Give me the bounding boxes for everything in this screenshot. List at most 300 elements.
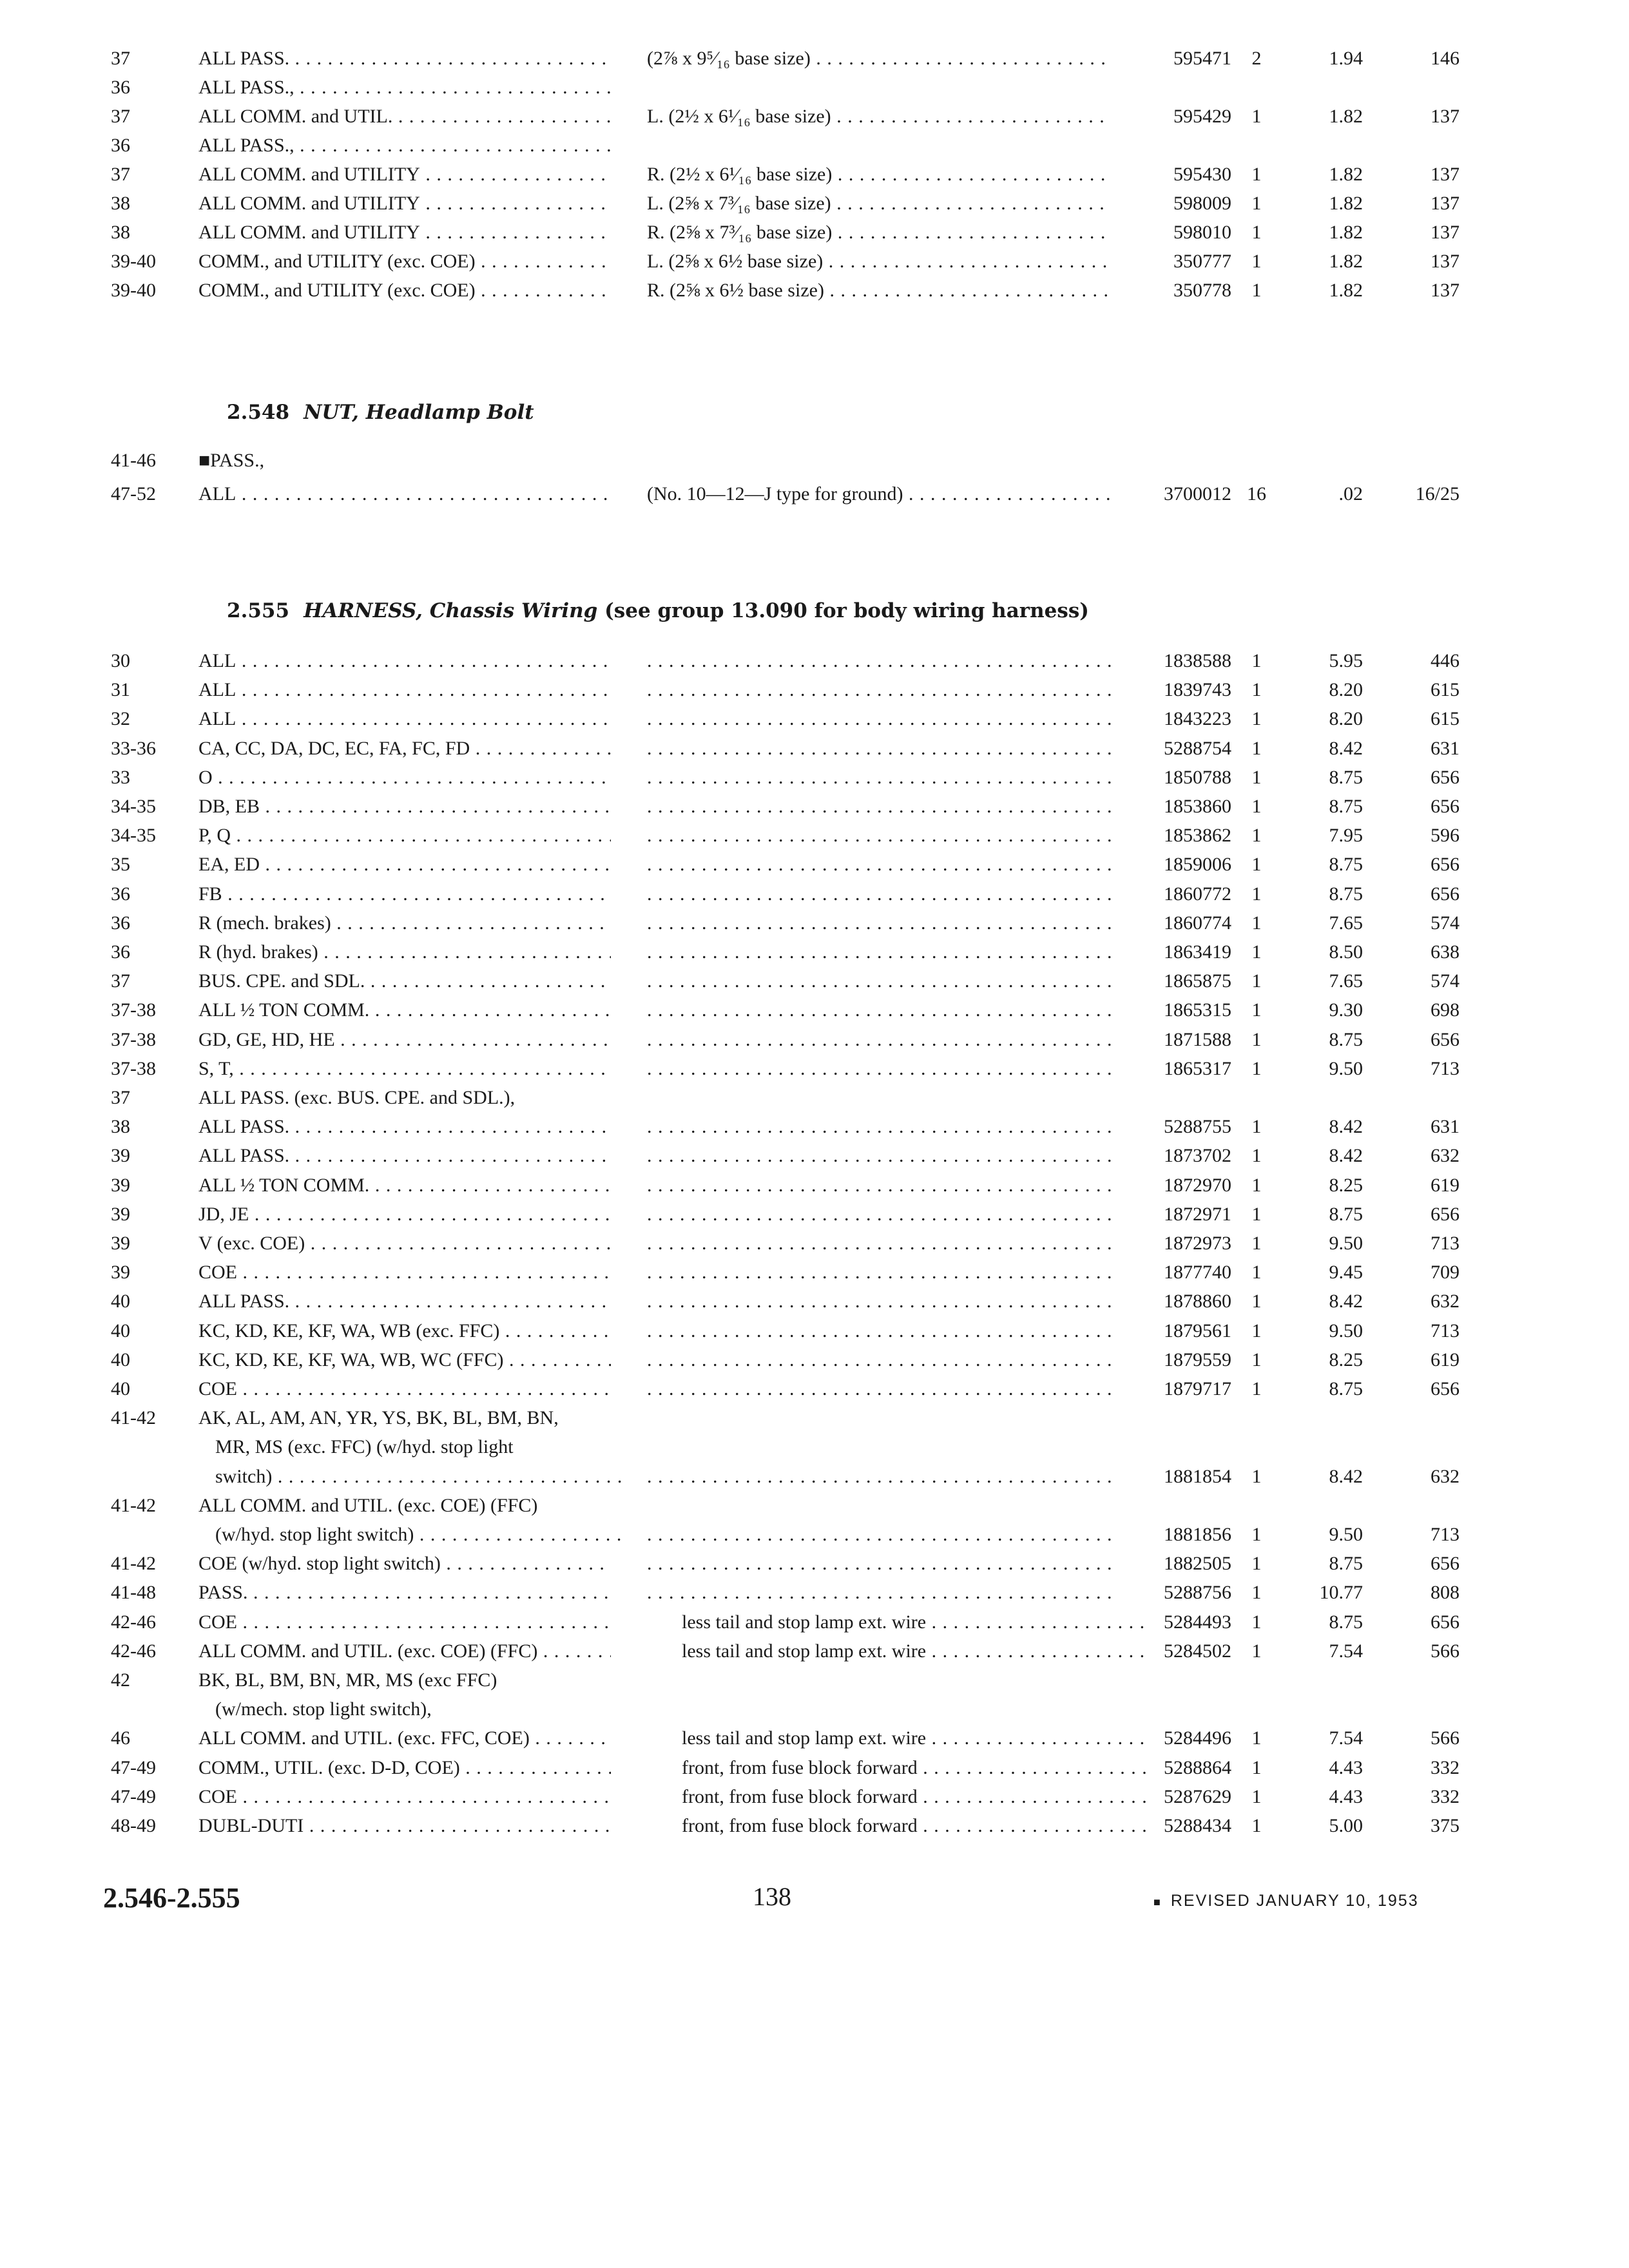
part-number: 1873702	[1164, 1145, 1231, 1167]
model-years: 41-46	[111, 450, 156, 471]
description: front, from fuse block forward . . .	[682, 1753, 1146, 1782]
parts-row	[0, 131, 1629, 160]
description	[647, 1171, 1111, 1200]
description	[647, 1112, 1111, 1141]
list-price: 7.95	[1329, 825, 1363, 847]
list-price: 5.00	[1329, 1815, 1363, 1836]
list-price: 9.50	[1329, 1524, 1363, 1545]
model-years: 33	[111, 766, 130, 788]
part-number: 1881856	[1164, 1524, 1231, 1545]
description	[647, 1578, 1111, 1607]
application: P, Q . . .	[198, 821, 611, 850]
description: L. (2⅝ x 7³⁄₁₆ base size) . . .	[647, 189, 1111, 218]
reference-code: 574	[1431, 970, 1460, 992]
model-years: 37-38	[111, 1028, 156, 1050]
model-years: 38	[111, 222, 130, 243]
quantity: 1	[1251, 1233, 1262, 1254]
quantity: 1	[1251, 1116, 1262, 1138]
model-years: 37-38	[111, 1057, 156, 1079]
section-number: 2.555	[227, 599, 290, 622]
application: ALL COMM. and UTIL. (exc. COE) (FFC) . . .	[198, 1637, 611, 1666]
part-number: 1872970	[1164, 1174, 1231, 1196]
description: less tail and stop lamp ext. wire . . .	[682, 1724, 1146, 1753]
part-number: 5284496	[1164, 1727, 1231, 1749]
list-price: 8.42	[1329, 1465, 1363, 1487]
description	[647, 1374, 1111, 1403]
model-years: 35	[111, 854, 130, 876]
quantity: 1	[1251, 251, 1262, 272]
model-years: 34-35	[111, 796, 156, 817]
model-years: 47-49	[111, 1756, 156, 1778]
reference-code: 631	[1431, 1116, 1460, 1138]
reference-code: 656	[1431, 854, 1460, 876]
parts-row	[0, 763, 1629, 792]
model-years: 37	[111, 164, 130, 185]
reference-code: 615	[1431, 708, 1460, 730]
quantity: 1	[1251, 679, 1262, 701]
description	[647, 1549, 1111, 1578]
application: ALL PASS. . . .	[198, 1141, 611, 1170]
part-number: 1881854	[1164, 1465, 1231, 1487]
part-number: 1865317	[1164, 1057, 1231, 1079]
description	[647, 1287, 1111, 1316]
application: ALL . . .	[198, 675, 611, 704]
list-price: 9.50	[1329, 1057, 1363, 1079]
list-price: 8.75	[1329, 1203, 1363, 1225]
application: EA, ED . . .	[198, 850, 611, 879]
quantity: 1	[1251, 766, 1262, 788]
reference-code: 375	[1431, 1815, 1460, 1836]
part-number: 1871588	[1164, 1028, 1231, 1050]
description	[647, 821, 1111, 850]
list-price: 1.94	[1329, 48, 1363, 69]
description: less tail and stop lamp ext. wire . . .	[682, 1637, 1146, 1666]
quantity: 1	[1251, 1320, 1262, 1341]
application: R (mech. brakes) . . .	[198, 908, 611, 937]
parts-row	[0, 218, 1629, 247]
list-price: 9.30	[1329, 999, 1363, 1021]
model-years: 48-49	[111, 1815, 156, 1836]
reference-code: 656	[1431, 766, 1460, 788]
application: COE . . .	[198, 1374, 611, 1403]
list-price: 9.50	[1329, 1233, 1363, 1254]
quantity: 1	[1251, 854, 1262, 876]
model-years: 39	[111, 1233, 130, 1254]
part-number: 1878860	[1164, 1291, 1231, 1312]
application: ALL COMM. and UTILITY . . .	[198, 189, 611, 218]
description	[647, 850, 1111, 879]
application: ■PASS.,	[198, 450, 265, 471]
quantity: 1	[1251, 106, 1262, 127]
parts-row	[0, 276, 1629, 305]
parts-row	[0, 1782, 1629, 1811]
description	[647, 937, 1111, 966]
parts-row	[0, 1724, 1629, 1753]
part-number: 1860774	[1164, 912, 1231, 934]
quantity: 1	[1251, 708, 1262, 730]
description: (No. 10—12—J type for ground) . . .	[647, 479, 1111, 508]
model-years: 41-42	[111, 1494, 156, 1516]
reference-code: 632	[1431, 1145, 1460, 1167]
reference-code: 137	[1431, 222, 1460, 243]
application: FB . . .	[198, 879, 611, 908]
list-price: 7.54	[1329, 1640, 1363, 1662]
list-price: 10.77	[1319, 1582, 1363, 1604]
parts-row	[0, 1345, 1629, 1374]
parts-row	[0, 446, 1629, 475]
quantity: 1	[1251, 1611, 1262, 1633]
list-price: 8.50	[1329, 941, 1363, 963]
quantity: 1	[1251, 1815, 1262, 1836]
footer-page-number: 138	[753, 1882, 791, 1911]
quantity: 1	[1251, 222, 1262, 243]
quantity: 2	[1251, 48, 1262, 69]
list-price: 8.25	[1329, 1174, 1363, 1196]
list-price: 8.20	[1329, 679, 1363, 701]
model-years: 39-40	[111, 280, 156, 301]
application: PASS. . . .	[198, 1578, 611, 1607]
application: ALL PASS. . . .	[198, 1287, 611, 1316]
parts-row	[0, 1229, 1629, 1258]
parts-row	[0, 1549, 1629, 1578]
part-number: 1843223	[1164, 708, 1231, 730]
part-number: 1877740	[1164, 1262, 1231, 1283]
list-price: 4.43	[1329, 1756, 1363, 1778]
parts-row	[0, 1403, 1629, 1432]
part-number: 3700012	[1164, 483, 1231, 505]
list-price: 8.75	[1329, 854, 1363, 876]
part-number: 1853862	[1164, 825, 1231, 847]
parts-row	[0, 1112, 1629, 1141]
application: GD, GE, HD, HE . . .	[198, 1025, 611, 1054]
list-price: 1.82	[1329, 193, 1363, 214]
application: KC, KD, KE, KF, WA, WB (exc. FFC) . . .	[198, 1316, 611, 1345]
reference-code: 146	[1431, 48, 1460, 69]
reference-code: 137	[1431, 251, 1460, 272]
application: ALL ½ TON COMM. . . .	[198, 1171, 611, 1200]
reference-code: 615	[1431, 679, 1460, 701]
list-price: 4.43	[1329, 1785, 1363, 1807]
model-years: 37	[111, 106, 130, 127]
reference-code: 632	[1431, 1291, 1460, 1312]
description	[647, 1258, 1111, 1287]
model-years: 39	[111, 1174, 130, 1196]
description	[647, 995, 1111, 1024]
reference-code: 713	[1431, 1320, 1460, 1341]
description: L. (2⅝ x 6½ base size) . . .	[647, 247, 1111, 276]
part-number: 1860772	[1164, 883, 1231, 905]
part-number: 1863419	[1164, 941, 1231, 963]
description: R. (2⅝ x 7³⁄₁₆ base size) . . .	[647, 218, 1111, 247]
model-years: 37-38	[111, 999, 156, 1021]
model-years: 42-46	[111, 1640, 156, 1662]
description	[647, 763, 1111, 792]
parts-row	[0, 102, 1629, 131]
part-number: 1865875	[1164, 970, 1231, 992]
description	[647, 1520, 1111, 1549]
parts-row	[0, 247, 1629, 276]
description: R. (2½ x 6¹⁄₁₆ base size) . . .	[647, 160, 1111, 189]
application: COMM., and UTILITY (exc. COE) . . .	[198, 276, 611, 305]
part-number: 1879561	[1164, 1320, 1231, 1341]
model-years: 41-42	[111, 1407, 156, 1429]
parts-row	[0, 850, 1629, 879]
list-price: 8.75	[1329, 883, 1363, 905]
parts-row	[0, 44, 1629, 73]
application: V (exc. COE) . . .	[198, 1229, 611, 1258]
section-heading-2555	[227, 599, 1089, 622]
application: BK, BL, BM, BN, MR, MS (exc FFC)	[198, 1669, 497, 1691]
parts-row	[0, 792, 1629, 821]
application: JD, JE . . .	[198, 1200, 611, 1229]
reference-code: 566	[1431, 1640, 1460, 1662]
quantity: 16	[1247, 483, 1266, 505]
application: ALL COMM. and UTIL. (exc. FFC, COE) . . .	[198, 1724, 611, 1753]
reference-code: 16/25	[1415, 483, 1460, 505]
application: ALL PASS., . . .	[198, 131, 611, 160]
parts-row	[0, 1491, 1629, 1520]
description: L. (2½ x 6¹⁄₁₆ base size) . . .	[647, 102, 1111, 131]
model-years: 34-35	[111, 825, 156, 847]
reference-code: 137	[1431, 280, 1460, 301]
list-price: 8.42	[1329, 1116, 1363, 1138]
application: (w/mech. stop light switch),	[215, 1698, 432, 1720]
footer-revised-note	[1153, 1892, 1419, 1910]
model-years: 40	[111, 1349, 130, 1370]
model-years: 37	[111, 48, 130, 69]
application: COE . . .	[198, 1782, 611, 1811]
part-number: 1853860	[1164, 796, 1231, 817]
model-years: 30	[111, 650, 130, 671]
model-years: 36	[111, 941, 130, 963]
model-years: 40	[111, 1378, 130, 1399]
parts-row	[0, 966, 1629, 995]
list-price: 9.45	[1329, 1262, 1363, 1283]
quantity: 1	[1251, 650, 1262, 671]
part-number: 5284493	[1164, 1611, 1231, 1633]
parts-row	[0, 1432, 1629, 1461]
description: less tail and stop lamp ext. wire . . .	[682, 1608, 1146, 1637]
application: COE . . .	[198, 1258, 611, 1287]
parts-row	[0, 479, 1629, 508]
parts-row	[0, 1578, 1629, 1607]
list-price: 7.54	[1329, 1727, 1363, 1749]
reference-code: 656	[1431, 1203, 1460, 1225]
model-years: 47-49	[111, 1785, 156, 1807]
quantity: 1	[1251, 825, 1262, 847]
parts-row	[0, 1287, 1629, 1316]
part-number: 595430	[1173, 164, 1231, 185]
description	[647, 1316, 1111, 1345]
parts-row	[0, 734, 1629, 763]
model-years: 38	[111, 1116, 130, 1138]
reference-code: 619	[1431, 1349, 1460, 1370]
description	[647, 908, 1111, 937]
part-number: 1872971	[1164, 1203, 1231, 1225]
reference-code: 713	[1431, 1524, 1460, 1545]
parts-row	[0, 995, 1629, 1024]
parts-row	[0, 1462, 1629, 1491]
parts-row	[0, 1025, 1629, 1054]
description	[647, 1200, 1111, 1229]
part-number: 5288434	[1164, 1815, 1231, 1836]
list-price: 7.65	[1329, 912, 1363, 934]
parts-row	[0, 1666, 1629, 1695]
part-number: 350778	[1173, 280, 1231, 301]
description	[647, 1054, 1111, 1083]
part-number: 1839743	[1164, 679, 1231, 701]
quantity: 1	[1251, 280, 1262, 301]
parts-row	[0, 73, 1629, 102]
application: CA, CC, DA, DC, EC, FA, FC, FD . . .	[198, 734, 611, 763]
description	[647, 646, 1111, 675]
list-price: 1.82	[1329, 222, 1363, 243]
list-price: 8.42	[1329, 737, 1363, 759]
application: ALL PASS. . . .	[198, 44, 611, 73]
part-number: 1879717	[1164, 1378, 1231, 1399]
parts-row	[0, 1374, 1629, 1403]
part-number: 598010	[1173, 222, 1231, 243]
application: COE . . .	[198, 1608, 611, 1637]
list-price: 1.82	[1329, 280, 1363, 301]
part-number: 5288864	[1164, 1756, 1231, 1778]
list-price: 5.95	[1329, 650, 1363, 671]
description	[647, 1229, 1111, 1258]
application: ALL . . .	[198, 704, 611, 733]
quantity: 1	[1251, 1524, 1262, 1545]
model-years: 32	[111, 708, 130, 730]
parts-row	[0, 1054, 1629, 1083]
model-years: 46	[111, 1727, 130, 1749]
parts-row	[0, 879, 1629, 908]
reference-code: 446	[1431, 650, 1460, 671]
part-number: 5288756	[1164, 1582, 1231, 1604]
application: switch) . . .	[215, 1462, 628, 1491]
parts-row	[0, 1753, 1629, 1782]
part-number: 1859006	[1164, 854, 1231, 876]
quantity: 1	[1251, 970, 1262, 992]
application: ALL PASS. . . .	[198, 1112, 611, 1141]
list-price: 8.75	[1329, 796, 1363, 817]
description: front, from fuse block forward . . .	[682, 1811, 1146, 1840]
quantity: 1	[1251, 1727, 1262, 1749]
quantity: 1	[1251, 164, 1262, 185]
parts-row	[0, 937, 1629, 966]
reference-code: 631	[1431, 737, 1460, 759]
section-title: NUT, Headlamp Bolt	[304, 401, 534, 424]
application: DB, EB . . .	[198, 792, 611, 821]
quantity: 1	[1251, 1553, 1262, 1575]
part-number: 1872973	[1164, 1233, 1231, 1254]
reference-code: 566	[1431, 1727, 1460, 1749]
list-price: .02	[1338, 483, 1363, 505]
reference-code: 574	[1431, 912, 1460, 934]
description: (2⅞ x 9⁵⁄₁₆ base size) . . .	[647, 44, 1111, 73]
part-number: 5288755	[1164, 1116, 1231, 1138]
reference-code: 137	[1431, 164, 1460, 185]
reference-code: 656	[1431, 883, 1460, 905]
reference-code: 619	[1431, 1174, 1460, 1196]
part-number: 1865315	[1164, 999, 1231, 1021]
reference-code: 656	[1431, 1028, 1460, 1050]
application: ALL PASS., . . .	[198, 73, 611, 102]
list-price: 8.42	[1329, 1145, 1363, 1167]
quantity: 1	[1251, 1174, 1262, 1196]
quantity: 1	[1251, 1349, 1262, 1370]
description	[647, 1141, 1111, 1170]
parts-row	[0, 821, 1629, 850]
parts-row	[0, 646, 1629, 675]
list-price: 9.50	[1329, 1320, 1363, 1341]
model-years: 36	[111, 883, 130, 905]
parts-row	[0, 1520, 1629, 1549]
section-number: 2.548	[227, 401, 290, 424]
application: ALL . . .	[198, 646, 611, 675]
footer-section-range: 2.546-2.555	[103, 1882, 240, 1914]
quantity: 1	[1251, 1145, 1262, 1167]
reference-code: 709	[1431, 1262, 1460, 1283]
description	[647, 1462, 1111, 1491]
quantity: 1	[1251, 1028, 1262, 1050]
parts-row	[0, 908, 1629, 937]
quantity: 1	[1251, 1582, 1262, 1604]
parts-row	[0, 1200, 1629, 1229]
part-number: 1850788	[1164, 766, 1231, 788]
reference-code: 137	[1431, 193, 1460, 214]
application: ALL COMM. and UTIL. (exc. COE) (FFC)	[198, 1494, 538, 1516]
section-title: HARNESS, Chassis Wiring	[304, 599, 598, 622]
section-subtitle: (see group 13.090 for body wiring harness)	[604, 599, 1089, 622]
revised-text: REVISED JANUARY 10, 1953	[1170, 1892, 1419, 1910]
model-years: 40	[111, 1320, 130, 1341]
reference-code: 332	[1431, 1785, 1460, 1807]
part-number: 350777	[1173, 251, 1231, 272]
application: ALL PASS. (exc. BUS. CPE. and SDL.),	[198, 1087, 516, 1108]
application: KC, KD, KE, KF, WA, WB, WC (FFC) . . .	[198, 1345, 611, 1374]
application: ALL . . .	[198, 479, 611, 508]
reference-code: 332	[1431, 1756, 1460, 1778]
reference-code: 638	[1431, 941, 1460, 963]
quantity: 1	[1251, 1640, 1262, 1662]
model-years: 38	[111, 193, 130, 214]
list-price: 1.82	[1329, 106, 1363, 127]
application: O . . .	[198, 763, 611, 792]
reference-code: 656	[1431, 1553, 1460, 1575]
model-years: 33-36	[111, 737, 156, 759]
application: COMM., UTIL. (exc. D-D, COE) . . .	[198, 1753, 611, 1782]
quantity: 1	[1251, 796, 1262, 817]
model-years: 36	[111, 77, 130, 98]
model-years: 39-40	[111, 251, 156, 272]
quantity: 1	[1251, 1291, 1262, 1312]
part-number: 595471	[1173, 48, 1231, 69]
application: COMM., and UTILITY (exc. COE) . . .	[198, 247, 611, 276]
quantity: 1	[1251, 883, 1262, 905]
reference-code: 713	[1431, 1233, 1460, 1254]
list-price: 8.20	[1329, 708, 1363, 730]
application: R (hyd. brakes) . . .	[198, 937, 611, 966]
description	[647, 966, 1111, 995]
parts-row	[0, 160, 1629, 189]
application: COE (w/hyd. stop light switch) . . .	[198, 1549, 611, 1578]
application: ALL COMM. and UTILITY . . .	[198, 218, 611, 247]
model-years: 40	[111, 1291, 130, 1312]
description	[647, 1025, 1111, 1054]
reference-code: 656	[1431, 1611, 1460, 1633]
list-price: 8.75	[1329, 1378, 1363, 1399]
part-number: 1838588	[1164, 650, 1231, 671]
model-years: 42	[111, 1669, 130, 1691]
